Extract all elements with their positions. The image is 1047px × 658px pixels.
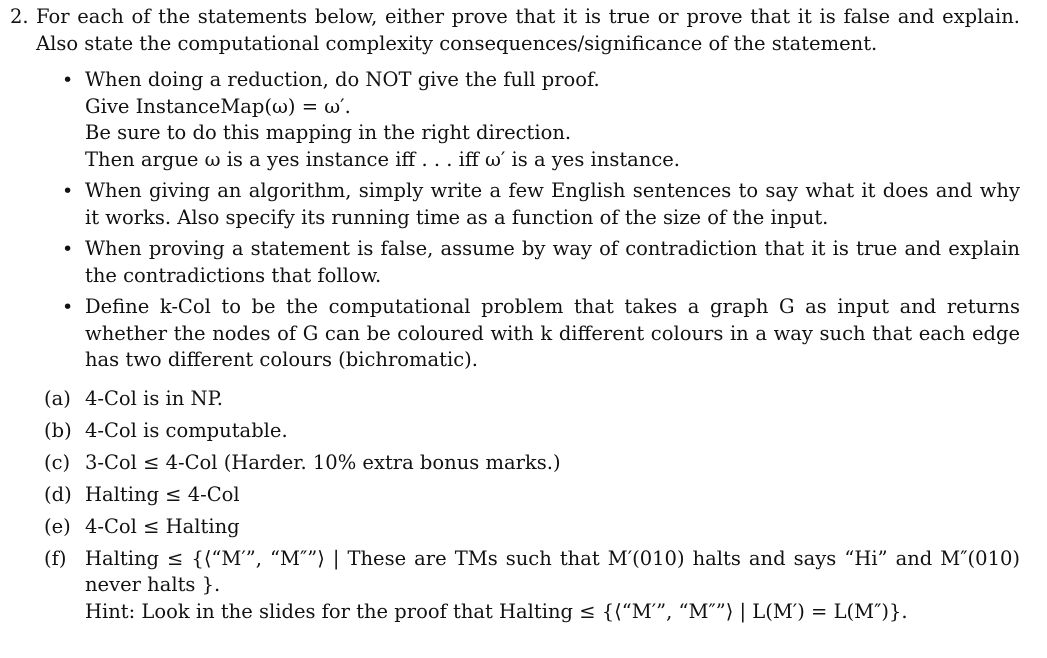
instruction-line: When doing a reduction, do NOT give the full proof. (85, 68, 600, 91)
part-text: 4-Col is computable. (85, 418, 288, 442)
instruction-list (10, 67, 1020, 374)
part-b (10, 418, 1020, 445)
part-text: Halting ≤ 4-Col (85, 482, 240, 506)
part-f (10, 546, 1020, 626)
part-text: 4-Col is in NP. (85, 386, 223, 410)
instruction-reduction (10, 67, 1020, 173)
instruction-line: Define k-Col to be the computational problem that takes a graph G as input and returns whether the nodes of G can be coloured with k different colours in a way such that each edge has two different colours (bichromatic). (85, 295, 1020, 371)
part-text: Halting ≤ {⟨“M′”, “M″”⟩ | These are TMs such that M′(010) halts and says “Hi” and M″(010) never halts }. (85, 546, 1020, 596)
part-label: (d) (44, 482, 72, 506)
part-a (10, 386, 1020, 413)
bullet-icon: • (62, 296, 74, 318)
part-d (10, 482, 1020, 509)
part-label: (e) (44, 514, 71, 538)
instruction-line: When giving an algorithm, simply write a few English sentences to say what it does and why it works. Also specify its running time as a function of the size of the input. (85, 179, 1020, 229)
part-text: 3-Col ≤ 4-Col (Harder. 10% extra bonus marks.) (85, 450, 561, 474)
bullet-icon: • (62, 180, 74, 202)
part-label: (a) (44, 386, 71, 410)
statement-parts (10, 386, 1020, 626)
problem-intro: For each of the statements below, either prove that it is true or prove that it is false and explain. Also state the computational complexity consequences/significance of the statement. (36, 5, 1020, 55)
part-hint: Hint: Look in the slides for the proof that Halting ≤ {⟨“M′”, “M″”⟩ | L(M′) = L(M″)}. (85, 599, 908, 623)
part-label: (f) (44, 546, 67, 570)
bullet-icon: • (62, 69, 74, 91)
instruction-define-kcol (10, 294, 1020, 374)
instruction-line: When proving a statement is false, assume by way of contradiction that it is true and explain the contradictions that follow. (85, 237, 1020, 287)
part-label: (b) (44, 418, 72, 442)
instruction-algorithm (10, 178, 1020, 231)
part-label: (c) (44, 450, 71, 474)
part-text: 4-Col ≤ Halting (85, 514, 240, 538)
instruction-false-statement (10, 236, 1020, 289)
problem-2 (10, 4, 1020, 631)
problem-header (10, 4, 1020, 57)
part-c (10, 450, 1020, 477)
problem-number: 2. (10, 5, 29, 28)
bullet-icon: • (62, 238, 74, 260)
instruction-line: Give InstanceMap(ω) = ω′. (85, 94, 351, 118)
part-e (10, 514, 1020, 541)
instruction-line: Then argue ω is a yes instance iff . . . iff ω′ is a yes instance. (85, 147, 681, 171)
instruction-line: Be sure to do this mapping in the right direction. (85, 121, 572, 144)
